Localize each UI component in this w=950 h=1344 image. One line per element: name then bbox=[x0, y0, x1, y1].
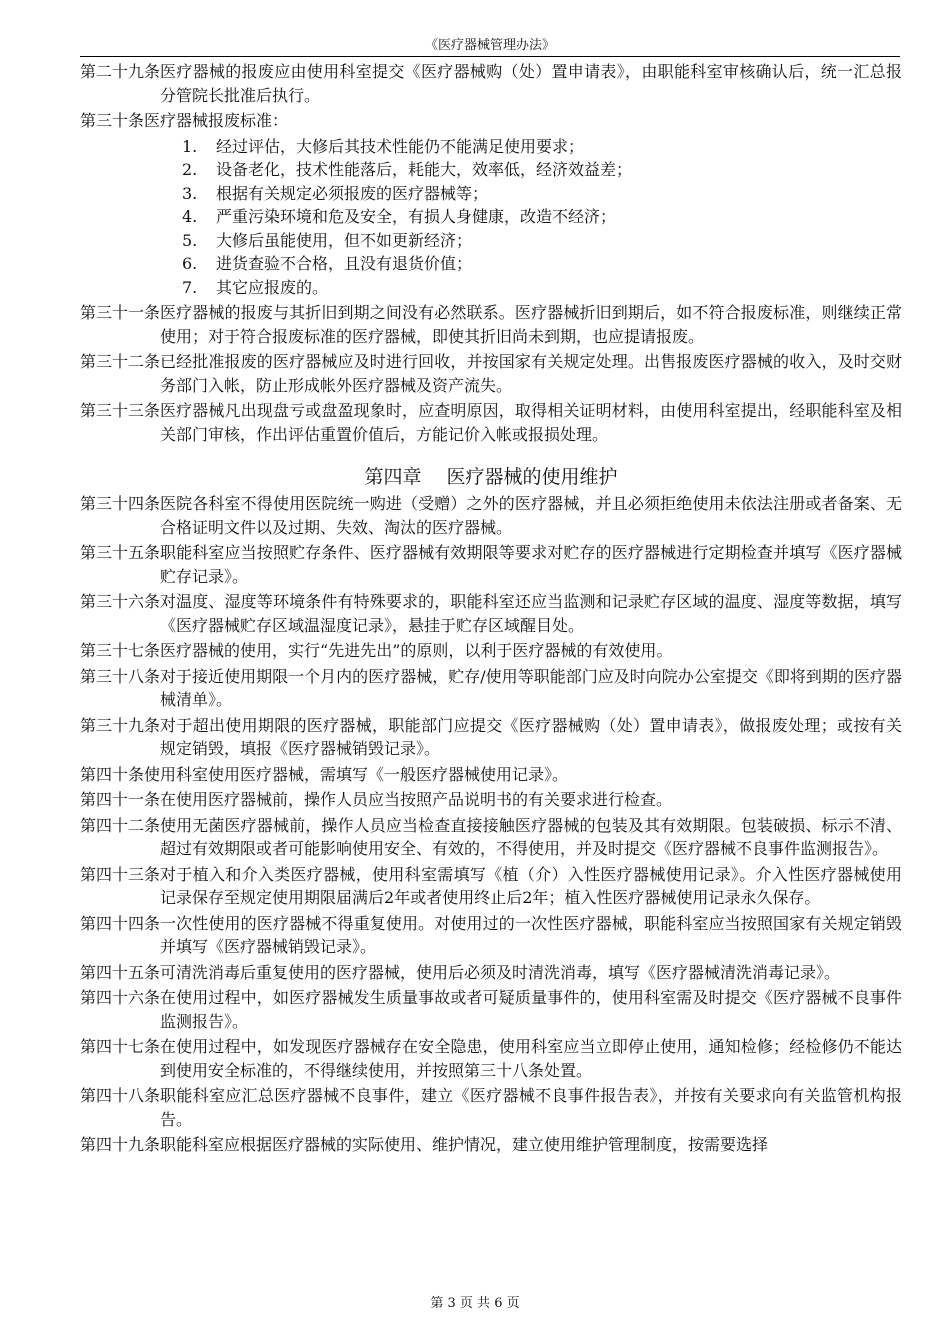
scrap-criteria-list bbox=[182, 135, 902, 300]
article-number: 第四十六条 bbox=[80, 988, 161, 1007]
article-text: 在使用过程中，如发现医疗器械存在安全隐患，使用科室应当立即停止使用，通知检修；经检修仍不能达到使用安全标准的，不得继续使用，并按照第三十八条处置。 bbox=[160, 1037, 902, 1080]
article bbox=[80, 763, 902, 787]
article-text: 职能科室应汇总医疗器械不良事件，建立《医疗器械不良事件报告表》，并按有关要求向有关监管机构报告。 bbox=[160, 1086, 902, 1129]
list-item-text: 其它应报废的。 bbox=[216, 277, 329, 297]
article-number: 第三十条 bbox=[80, 111, 145, 130]
list-item-number: 1. bbox=[182, 136, 198, 156]
article bbox=[80, 639, 902, 663]
article-number: 第三十八条 bbox=[80, 666, 161, 686]
article-text: 职能科室应当按照贮存条件、医疗器械有效期限等要求对贮存的医疗器械进行定期检查并填写《医疗器械贮存记录》。 bbox=[160, 543, 902, 586]
article bbox=[80, 350, 902, 397]
article bbox=[80, 814, 902, 861]
list-item-number: 2. bbox=[182, 160, 198, 179]
article-text: 医疗器械的报废与其折旧到期之间没有必然联系。医疗器械折旧到期后，如不符合报废标准，则继续正常使用；对于符合报废标准的医疗器械，即使其折旧尚未到期，也应提请报废。 bbox=[160, 303, 902, 346]
article-text: 使用无菌医疗器械前，操作人员应当检查直接接触医疗器械的包装及其有效期限。包装破损、标示不清、超过有效期限或者可能影响使用安全、有效的，不得使用，并及时提交《医疗器械不良事件监测报告》。 bbox=[160, 815, 902, 858]
list-item-number: 3. bbox=[182, 183, 198, 203]
running-header: 《医疗器械管理办法》 bbox=[80, 34, 900, 57]
article-number: 第四十二条 bbox=[80, 815, 161, 835]
list-item-text: 大修后虽能使用，但不如更新经济； bbox=[216, 230, 473, 250]
article bbox=[80, 986, 902, 1033]
article bbox=[80, 301, 902, 348]
article-text: 医疗器械的报废应由使用科室提交《医疗器械购（处）置申请表》，由职能科室审核确认后，统一汇总报分管院长批准后执行。 bbox=[160, 62, 902, 105]
list-item bbox=[182, 135, 902, 159]
article-text: 对于接近使用期限一个月内的医疗器械，贮存/使用等职能部门应及时向院办公室提交《即将到期的医疗器械清单》。 bbox=[160, 666, 902, 709]
article-text: 一次性使用的医疗器械不得重复使用。对使用过的一次性医疗器械，职能科室应当按照国家有关规定销毁并填写《医疗器械销毁记录》。 bbox=[160, 913, 902, 956]
article bbox=[80, 1133, 902, 1157]
list-item-number: 5. bbox=[182, 230, 198, 250]
list-item-text: 设备老化，技术性能落后，耗能大，效率低，经济效益差； bbox=[216, 160, 633, 179]
list-item-number: 7. bbox=[182, 277, 198, 297]
article bbox=[80, 665, 902, 712]
page-body bbox=[80, 60, 902, 1159]
article bbox=[80, 714, 902, 761]
article-text: 对温度、湿度等环境条件有特殊要求的，职能科室还应当监测和记录贮存区域的温度、湿度等数据，填写《医疗器械贮存区域温湿度记录》，悬挂于贮存区域醒目处。 bbox=[160, 592, 902, 635]
list-item bbox=[182, 276, 902, 300]
list-item-text: 经过评估，大修后其技术性能仍不能满足使用要求； bbox=[216, 136, 585, 156]
chapter-heading: 第四章 医疗器械的使用维护 bbox=[364, 466, 618, 488]
list-item-text: 根据有关规定必须报废的医疗器械等； bbox=[216, 183, 489, 203]
list-item bbox=[182, 182, 902, 206]
article-number: 第三十五条 bbox=[80, 543, 161, 562]
article bbox=[80, 492, 902, 539]
article-number: 第三十四条 bbox=[80, 494, 161, 513]
article-number: 第三十三条 bbox=[80, 401, 161, 420]
article-number: 第三十七条 bbox=[80, 641, 161, 660]
article-text: 在使用医疗器械前，操作人员应当按照产品说明书的有关要求进行检查。 bbox=[160, 790, 673, 809]
list-item-text: 进货查验不合格，且没有退货价值； bbox=[216, 254, 473, 273]
article-number: 第三十六条 bbox=[80, 592, 161, 611]
article-text: 对于植入和介入类医疗器械，使用科室需填写《植（介）入性医疗器械使用记录》。介入性医疗器械使用记录保存至规定使用期限届满后2年或者使用终止后2年；植入性医疗器械使用记录永久保存。 bbox=[160, 864, 902, 907]
list-item-text: 严重污染环境和危及安全，有损人身健康，改造不经济； bbox=[216, 207, 617, 226]
article-number: 第四十条 bbox=[80, 764, 145, 784]
article-number: 第四十五条 bbox=[80, 962, 161, 982]
list-item bbox=[182, 252, 902, 276]
articles-scrap-cont bbox=[80, 301, 902, 446]
article-text: 可清洗消毒后重复使用的医疗器械，使用后必须及时清洗消毒，填写《医疗器械清洗消毒记录》。 bbox=[160, 962, 841, 982]
article-text: 职能科室应根据医疗器械的实际使用、维护情况，建立使用维护管理制度，按需要选择 bbox=[160, 1135, 769, 1154]
list-item-number: 4. bbox=[182, 207, 198, 226]
article-number: 第二十九条 bbox=[80, 62, 161, 81]
article-number: 第四十一条 bbox=[80, 790, 161, 809]
article-number: 第四十八条 bbox=[80, 1086, 161, 1105]
article-number: 第三十二条 bbox=[80, 352, 161, 371]
article bbox=[80, 912, 902, 959]
article-number: 第三十一条 bbox=[80, 303, 161, 322]
article bbox=[80, 1035, 902, 1082]
article-text: 使用科室使用医疗器械，需填写《一般医疗器械使用记录》。 bbox=[144, 764, 569, 784]
article-text: 医疗器械报废标准： bbox=[144, 111, 289, 130]
list-item-number: 6. bbox=[182, 254, 198, 273]
article-text: 医疗器械凡出现盘亏或盘盈现象时，应查明原因，取得相关证明材料，由使用科室提出，经职能科室及相关部门审核，作出评估重置价值后，方能记价入帐或报损处理。 bbox=[160, 401, 902, 444]
article bbox=[80, 590, 902, 637]
articles-usage-maintenance bbox=[80, 492, 902, 1157]
article-number: 第四十七条 bbox=[80, 1037, 161, 1056]
article bbox=[80, 109, 902, 133]
article-number: 第三十九条 bbox=[80, 715, 161, 735]
article-number: 第四十三条 bbox=[80, 864, 161, 884]
article bbox=[80, 961, 902, 985]
list-item bbox=[182, 158, 902, 182]
article bbox=[80, 541, 902, 588]
articles-scrap bbox=[80, 60, 902, 133]
article-text: 已经批准报废的医疗器械应及时进行回收，并按国家有关规定处理。出售报废医疗器械的收入，及时交财务部门入帐，防止形成帐外医疗器械及资产流失。 bbox=[160, 352, 902, 395]
article-text: 医疗器械的使用，实行“先进先出”的原则，以利于医疗器械的有效使用。 bbox=[160, 641, 673, 660]
page-number: 第 3 页 共 6 页 bbox=[430, 1296, 520, 1311]
article bbox=[80, 60, 902, 107]
list-item bbox=[182, 205, 902, 229]
article-text: 对于超出使用期限的医疗器械，职能部门应提交《医疗器械购（处）置申请表》，做报废处理；或按有关规定销毁，填报《医疗器械销毁记录》。 bbox=[160, 715, 902, 758]
article bbox=[80, 1084, 902, 1131]
list-item bbox=[182, 229, 902, 253]
article bbox=[80, 788, 902, 812]
article-text: 医院各科室不得使用医院统一购进（受赠）之外的医疗器械，并且必须拒绝使用未依法注册或者备案、无合格证明文件以及过期、失效、淘汰的医疗器械。 bbox=[160, 494, 902, 537]
article bbox=[80, 863, 902, 910]
article-number: 第四十九条 bbox=[80, 1135, 161, 1154]
article bbox=[80, 399, 902, 446]
article-number: 第四十四条 bbox=[80, 913, 161, 933]
article-text: 在使用过程中，如医疗器械发生质量事故或者可疑质量事件的，使用科室需及时提交《医疗器械不良事件监测报告》。 bbox=[160, 988, 902, 1031]
